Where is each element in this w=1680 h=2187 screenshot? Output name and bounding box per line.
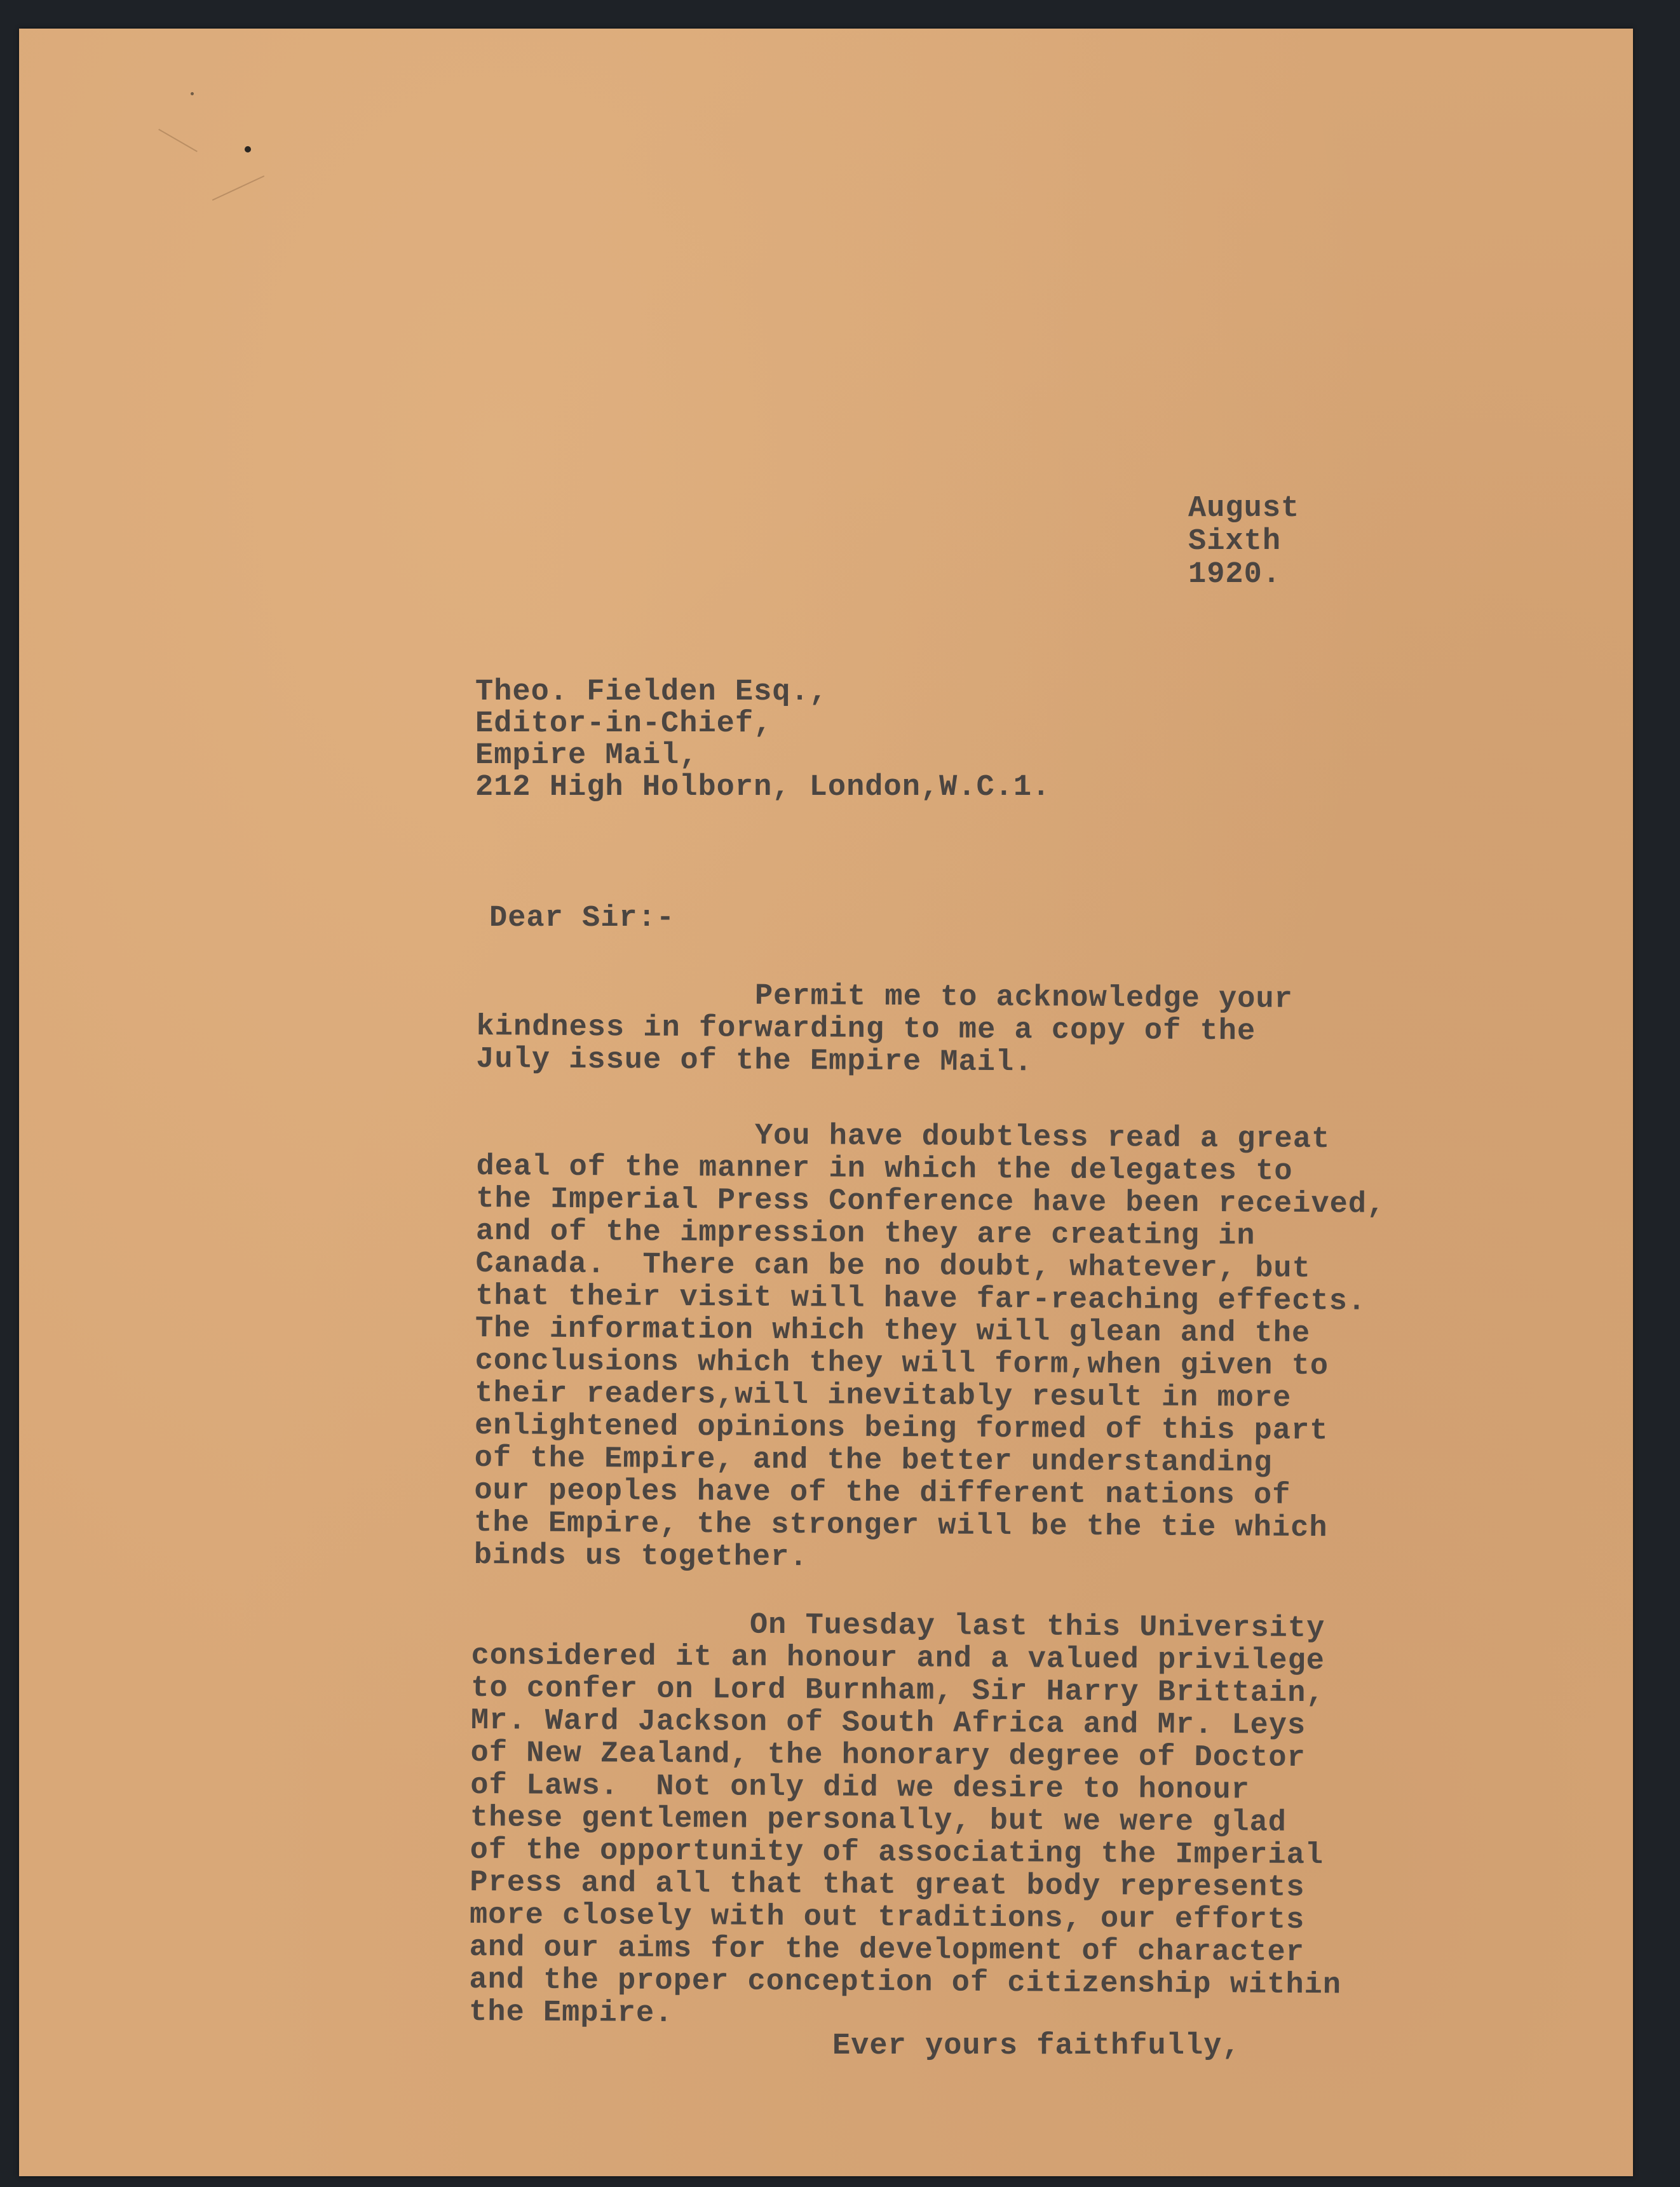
letter-date (1188, 492, 1299, 592)
body-line: Press and all that that great body represents (470, 1865, 1305, 1906)
address-line: Editor-in-Chief, (475, 707, 773, 741)
body-line: of the Empire, and the better understanding (474, 1441, 1273, 1480)
punch-hole (245, 146, 251, 152)
body-line: and of the impression they are creating in (475, 1214, 1256, 1254)
body-line: and our aims for the development of character (469, 1930, 1305, 1970)
date-line: Sixth (1188, 525, 1282, 559)
body-line: The information which they will glean and the (475, 1311, 1311, 1351)
recipient-address (475, 677, 1050, 804)
body-line: our peoples have of the different nations of (474, 1473, 1291, 1513)
letter-page (19, 29, 1633, 2176)
body-line: that their visit will have far-reaching effects. (475, 1279, 1367, 1319)
body-line: to confer on Lord Burnham, Sir Harry Brittain, (471, 1671, 1325, 1711)
body-line: the Imperial Press Conference have been received, (476, 1182, 1386, 1222)
address-line: 212 High Holborn, London,W.C.1. (475, 771, 1051, 804)
body-line: and the proper conception of citizenship within (469, 1963, 1342, 2003)
address-line: Theo. Fielden Esq., (475, 675, 828, 709)
body-line: Permit me to acknowledge your (476, 978, 1293, 1017)
paper-crease (158, 129, 198, 152)
address-line: Empire Mail, (475, 739, 698, 773)
body-line: enlightened opinions being formed of this part (474, 1409, 1329, 1449)
body-line: the Empire. (468, 1995, 674, 2031)
body-line: these gentlemen personally, but we were glad (470, 1801, 1287, 1840)
body-line: binds us together. (473, 1538, 808, 1575)
date-line: 1920. (1188, 558, 1282, 592)
body-line: You have doubtless read a great (476, 1118, 1331, 1157)
punch-hole (191, 92, 194, 95)
body-line: Mr. Ward Jackson of South Africa and Mr. Leys (470, 1703, 1306, 1744)
body-line: July issue of the Empire Mail. (476, 1042, 1033, 1080)
body-line: Canada. There can be no doubt, whatever, but (475, 1247, 1311, 1287)
body-line: kindness in forwarding to me a copy of the (476, 1010, 1256, 1049)
paper-crease (212, 175, 264, 201)
body-line: of the opportunity of associating the Imperial (470, 1833, 1324, 1873)
body-line: of Laws. Not only did we desire to honour (470, 1768, 1250, 1808)
body-line: considered it an honour and a valued privilege (471, 1639, 1325, 1679)
body-line: conclusions which they will form,when given to (475, 1344, 1329, 1384)
paragraph-honorary-degrees (469, 1608, 1344, 2034)
body-line: On Tuesday last this University (471, 1607, 1325, 1646)
salutation: Dear Sir:- (489, 902, 675, 935)
paragraph-conference (474, 1118, 1386, 1578)
body-line: the Empire, the stronger will be the tie which (473, 1506, 1328, 1546)
body-line: their readers,will inevitably result in more (475, 1376, 1292, 1416)
closing: Ever yours faithfully, (832, 2029, 1241, 2063)
body-line: more closely with out traditions, our efforts (469, 1898, 1305, 1938)
paragraph-acknowledgement (476, 978, 1293, 1081)
body-line: of New Zealand, the honorary degree of Doctor (470, 1736, 1306, 1776)
date-line: August (1188, 492, 1300, 525)
body-line: deal of the manner in which the delegates to (476, 1149, 1293, 1189)
